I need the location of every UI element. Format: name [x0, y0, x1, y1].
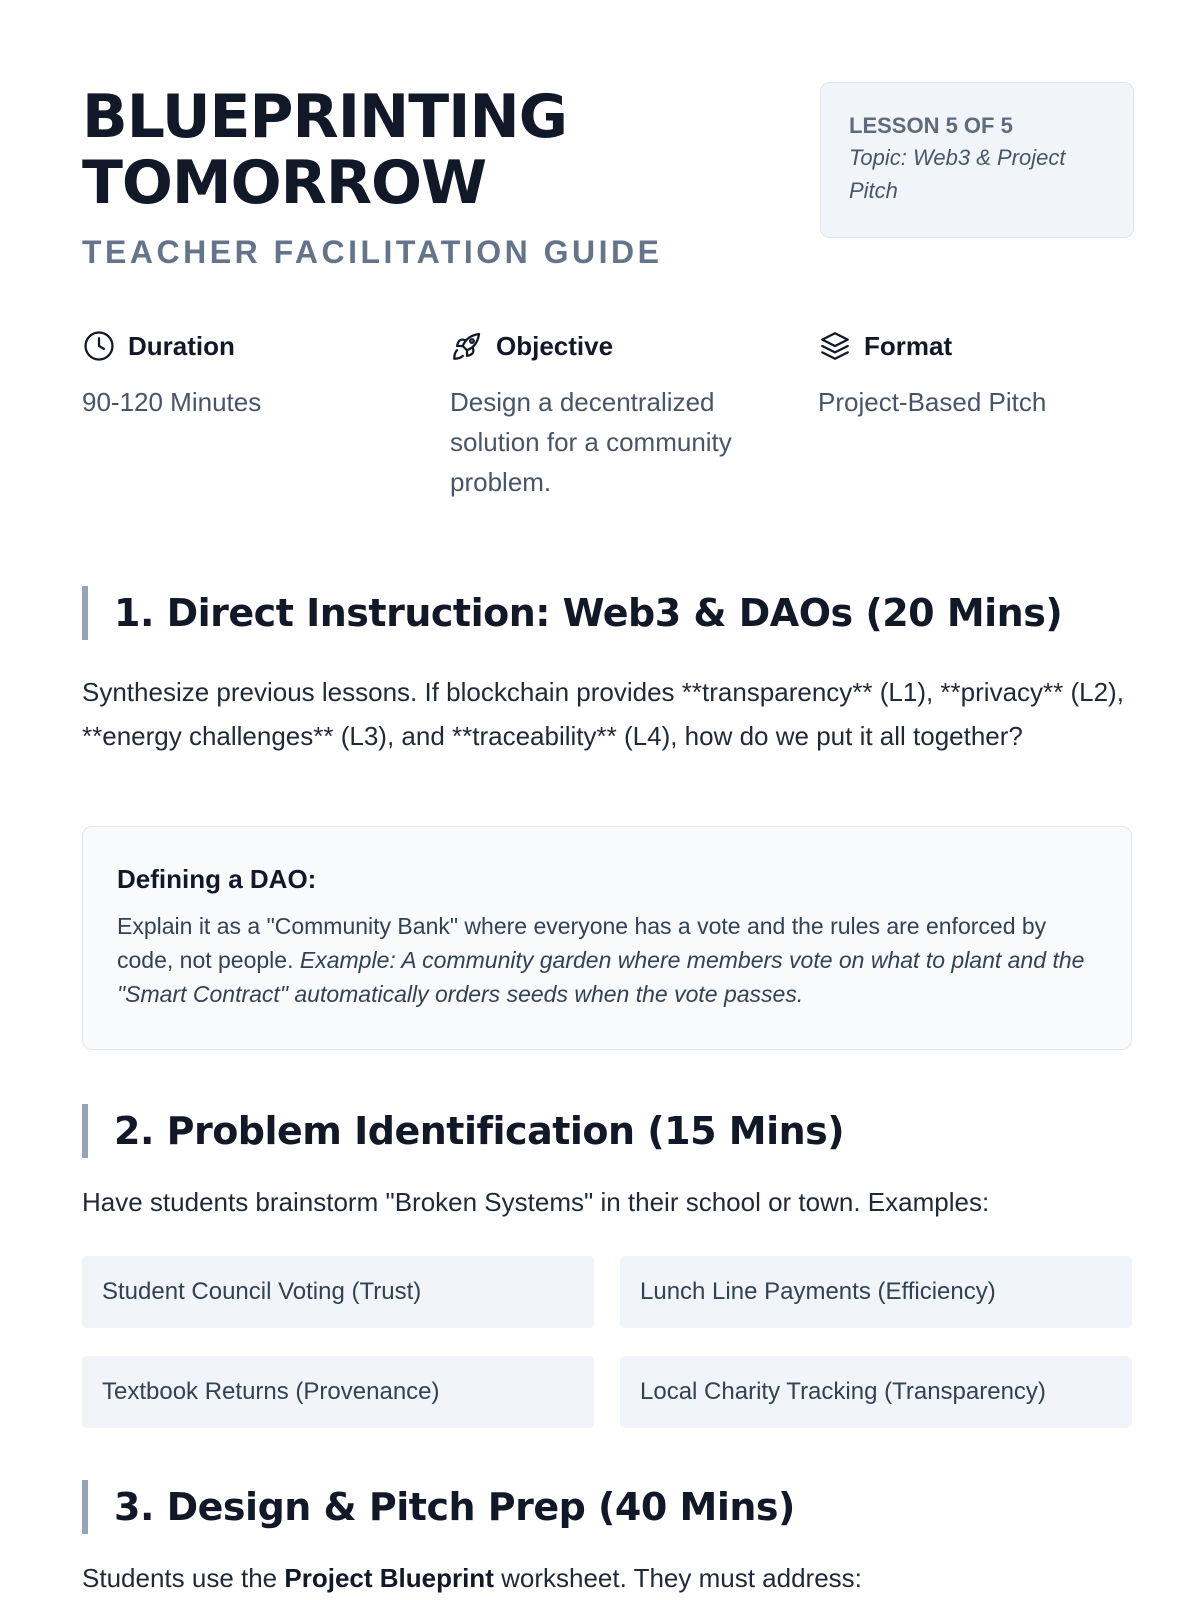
- layers-icon: [818, 329, 852, 363]
- lesson-number: LESSON 5 OF 5: [849, 113, 1013, 138]
- example-tile: Local Charity Tracking (Transparency): [620, 1356, 1132, 1428]
- meta-duration: [82, 328, 450, 502]
- meta-format-title: Format: [864, 330, 953, 361]
- lesson-topic: Topic: Web3 & Project Pitch: [849, 145, 1066, 203]
- section-3-intro-before: Students use the: [82, 1563, 278, 1593]
- meta-format-head: [818, 328, 1098, 364]
- meta-objective-value: Design a decentralized solution for a community problem.: [450, 387, 732, 497]
- section-1-paragraph: Synthesize previous lessons. If blockchain provides **transparency** (L1), **privacy** (L2), **energy challenges** (L3), and **traceability** (L4), how do we put it all together?: [82, 677, 1124, 751]
- dao-callout-text: [117, 909, 1097, 1011]
- meta-duration-title: Duration: [128, 330, 235, 361]
- section-2-heading: 2. Problem Identification (15 Mins): [82, 1104, 844, 1158]
- section-2-paragraph: Have students brainstorm "Broken Systems" in their school or town. Examples:: [82, 1187, 990, 1217]
- guide-header: [82, 0, 1098, 300]
- meta-objective-title: Objective: [496, 330, 614, 361]
- section-3-heading: 3. Design & Pitch Prep (40 Mins): [82, 1480, 795, 1534]
- lesson-info-box: [820, 82, 1134, 238]
- guide-title-line1: BLUEPRINTING: [82, 82, 567, 152]
- lesson-meta-row: [82, 328, 1098, 502]
- rocket-icon: [450, 329, 484, 363]
- dao-callout-title: Defining a DAO:: [117, 864, 317, 894]
- meta-objective: [450, 328, 818, 502]
- meta-duration-value: 90-120 Minutes: [82, 387, 262, 417]
- guide-subtitle: TEACHER FACILITATION GUIDE: [82, 234, 663, 270]
- section-3-intro-after: worksheet. They must address:: [501, 1563, 862, 1593]
- guide-title-line2: TOMORROW: [82, 148, 487, 218]
- meta-objective-head: [450, 328, 818, 364]
- meta-duration-head: [82, 328, 450, 364]
- broken-systems-examples: [82, 1256, 1132, 1428]
- example-tile: Student Council Voting (Trust): [82, 1256, 594, 1328]
- example-tile: Lunch Line Payments (Efficiency): [620, 1256, 1132, 1328]
- dao-callout-example: Example: A community garden where members vote on what to plant and the "Smart Contract" automatically orders seeds when the vote passes.: [117, 947, 1085, 1007]
- project-blueprint-label: Project Blueprint: [284, 1563, 494, 1593]
- clock-icon: [82, 329, 116, 363]
- guide-title: [82, 84, 567, 216]
- meta-format-value: Project-Based Pitch: [818, 387, 1047, 417]
- meta-format: [818, 328, 1098, 502]
- section-1-heading: 1. Direct Instruction: Web3 & DAOs (20 Mins): [82, 586, 1062, 640]
- dao-callout-explanation: Explain it as a "Community Bank" where everyone has a vote and the rules are enforced by code, not people.: [117, 913, 1047, 973]
- dao-definition-callout: [82, 826, 1132, 1050]
- section-3-intro: [82, 1556, 1142, 1600]
- example-tile: Textbook Returns (Provenance): [82, 1356, 594, 1428]
